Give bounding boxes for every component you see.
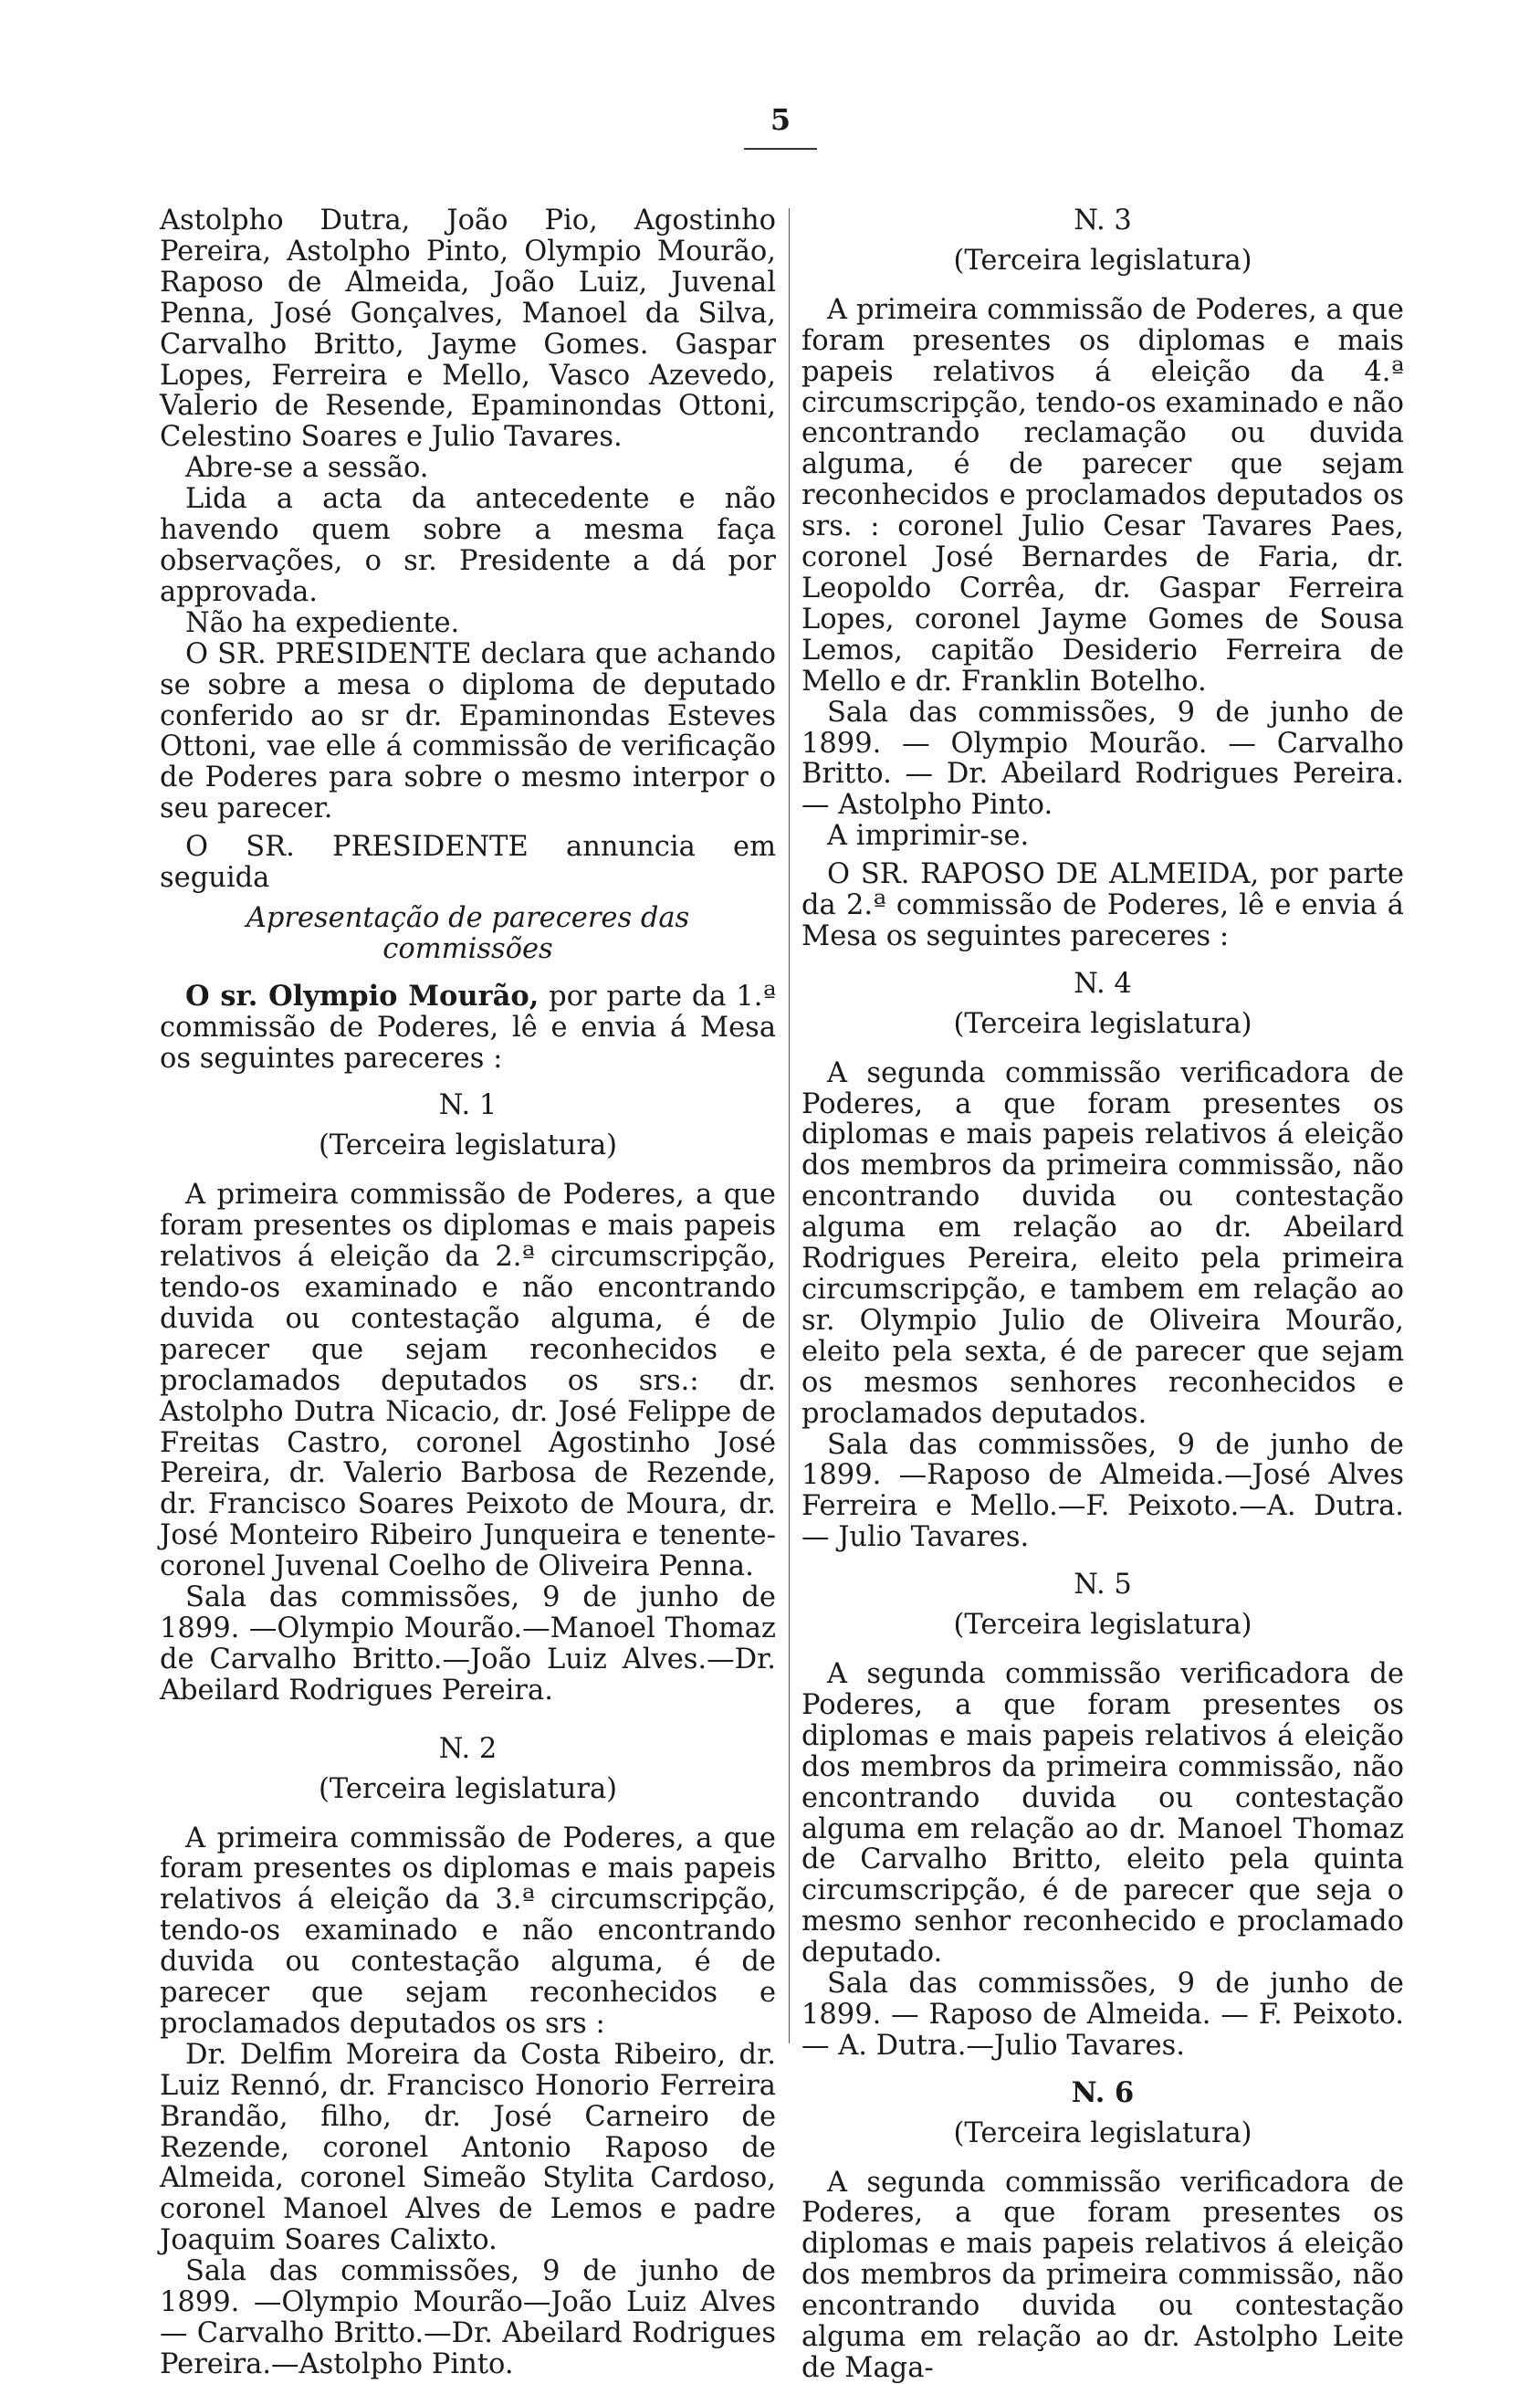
opinion-n5-body: A segunda commissão verificadora de Poderes, a que foram presentes os diplomas e mais papeis relativos á eleição dos membros da primeira commissão, não encontrando duvida ou contestação alguma em relação ao dr. Manoel Thomaz de Carvalho Britto, eleito pela quinta circumscripção, é de parecer que seja o mesmo senhor reconhecido e proclamado deputado.: [801, 1657, 1404, 1969]
opinion-n1-body: A primeira commissão de Poderes, a que foram presentes os diplomas e mais papeis relativos á eleição da 2.ª circumscripção, tendo-os examinado e não encontrando duvida ou contestação alguma, é de parecer que sejam reconhecidos e proclamados deputados os srs.: dr. Astolpho Dutra Nicacio, dr. José Felippe de Freitas Castro, coronel Agostinho José Pereira, dr. Valerio Barbosa de Rezende, dr. Francisco Soares Peixoto de Moura, dr. José Monteiro Ribeiro Junqueira e tenente-coronel Juvenal Coelho de Oliveira Penna.: [160, 1179, 776, 1583]
opinion-n4-signature: Sala das commissões, 9 de junho de 1899. —Raposo de Almeida.—José Alves Ferreira e Mello.—F. Peixoto.—A. Dutra. — Julio Tavares.: [801, 1428, 1404, 1554]
opinion-n2-body: A primeira commissão de Poderes, a que foram presentes os diplomas e mais papeis relativos á eleição da 3.ª circumscripção, tendo-os examinado e não encontrando duvida ou contestação alguma, é de parecer que sejam reconhecidos e proclamados deputados os srs :: [160, 1822, 776, 2040]
opinion-n4-title: N. 4: [1074, 967, 1132, 1000]
speaker-name: O SR. RAPOSO DE ALMEIDA,: [827, 858, 1260, 891]
attendance-paragraph: Astolpho Dutra, João Pio, Agostinho Pereira, Astolpho Pinto, Olympio Mourão, Raposo de Almeida, João Luiz, Juvenal Penna, José Gonçalves, Manoel da Silva, Carvalho Britto, Jayme Gomes. Gaspar Lopes, Ferreira e Mello, Vasco Azevedo, Valerio de Resende, Epaminondas Ottoni, Celestino Soares e Julio Tavares.: [160, 205, 776, 454]
opinion-n3-legislature: (Terceira legislatura): [953, 244, 1252, 277]
speech-text: annuncia em seguida: [160, 831, 777, 895]
opinion-n4-legislature: (Terceira legislatura): [953, 1007, 1252, 1040]
session-opening: Abre-se a sessão.: [185, 452, 429, 485]
header-rule: [744, 148, 817, 150]
raposo-speech: [801, 859, 1404, 952]
minutes-approval: Lida a acta da antecedente e não havendo quem sobre a mesma faça observações, o sr. Presidente a dá por approvada.: [160, 483, 776, 608]
no-business: Não ha expediente.: [185, 606, 460, 639]
opinion-n6-title: N. 6: [1071, 2075, 1135, 2109]
opinion-n3-signature: Sala das commissões, 9 de junho de 1899. — Olympio Mourão. — Carvalho Britto. — Dr. Abeilard Rodrigues Pereira. — Astolpho Pinto.: [801, 696, 1404, 822]
opinion-n5-title: N. 5: [1074, 1569, 1132, 1602]
page-number: 5: [770, 102, 791, 137]
opinion-n3-body: A primeira commissão de Poderes, a que foram presentes os diplomas e mais papeis relativos á eleição da 4.ª circumscripção, tendo-os examinado e não encontrando reclamação ou duvida alguma, é de parecer que sejam reconhecidos e proclamados deputados os srs. : coronel Julio Cesar Tavares Paes, coronel José Bernardes de Faria, dr. Leopoldo Corrêa, dr. Gaspar Ferreira Lopes, coronel Jayme Gomes de Sousa Lemos, capitão Desiderio Ferreira de Mello e dr. Franklin Botelho.: [801, 293, 1404, 698]
speech-text: por parte da 1.ª commissão de Poderes, lê e envia á Mesa os seguintes pareceres :: [160, 980, 776, 1075]
section-title: Apresentação de pareceres das commissões: [246, 901, 690, 965]
opinion-n2-names: Dr. Delfim Moreira da Costa Ribeiro, dr. Luiz Rennó, dr. Francisco Honorio Ferreira Brandão, filho, dr. José Carneiro de Rezende, coronel Antonio Raposo de Almeida, coronel Simeão Stylita Cardoso, coronel Manoel Alves de Lemos e padre Joaquim Soares Calixto.: [160, 2038, 776, 2257]
speech-text: declara que achando se sobre a mesa o diploma de deputado conferido ao sr dr. Epaminondas Esteves Ottoni, vae elle á commissão de verificação de Poderes para sobre o mesmo interpor o seu parecer.: [160, 637, 776, 825]
column-divider: [789, 208, 790, 2043]
opinion-n5-legislature: (Terceira legislatura): [953, 1609, 1252, 1642]
opinion-n4-body: A segunda commissão verificadora de Poderes, a que foram presentes os diplomas e mais papeis relativos á eleição dos membros da primeira commissão, não encontrando duvida ou contestação alguma em relação ao dr. Abeilard Rodrigues Pereira, eleito pela primeira circumscripção, e tambem em relação ao sr. Olympio Julio de Oliveira Mourão, eleito pela sexta, é de parecer que sejam os mesmos senhores reconhecidos e proclamados deputados.: [801, 1056, 1404, 1430]
speaker-name: O SR. PRESIDENTE: [185, 637, 472, 670]
speaker-name: O SR. PRESIDENTE: [185, 831, 529, 864]
speech-text: por parte da 2.ª commissão de Poderes, lê e envia á Mesa os seguintes pareceres :: [801, 858, 1404, 952]
opinion-n1-title: N. 1: [438, 1089, 498, 1122]
president-speech-1: [160, 639, 776, 824]
opinion-n6-legislature: (Terceira legislatura): [953, 2116, 1252, 2149]
right-column: [801, 205, 1404, 2384]
opinion-n5-signature: Sala das commissões, 9 de junho de 1899. — Raposo de Almeida. — F. Peixoto. — A. Dutra.—Julio Tavares.: [801, 1968, 1404, 2062]
mourao-speech: [160, 979, 776, 1075]
opinion-n3-title: N. 3: [1074, 205, 1132, 236]
opinion-n2-signature: Sala das commissões, 9 de junho de 1899. —Olympio Mourão—João Luiz Alves — Carvalho Britto.—Dr. Abeilard Rodrigues Pereira.—Astolpho Pinto.: [160, 2255, 776, 2380]
opinion-n1-legislature: (Terceira legislatura): [318, 1129, 618, 1162]
speaker-name: O sr. Olympio Mourão,: [185, 979, 540, 1013]
president-speech-2: [160, 832, 776, 894]
print-order: A imprimir-se.: [827, 820, 1030, 853]
opinion-n2-title: N. 2: [438, 1732, 498, 1765]
opinion-n2-legislature: (Terceira legislatura): [318, 1772, 618, 1805]
left-column: [160, 205, 776, 2380]
opinion-n6-body: A segunda commissão verificadora de Poderes, a que foram presentes os diplomas e mais papeis relativos á eleição dos membros da primeira commissão, não encontrando duvida ou contestação alguma em relação ao dr. Astolpho Leite de Maga-: [801, 2166, 1404, 2384]
opinion-n1-signature: Sala das commissões, 9 de junho de 1899. —Olympio Mourão.—Manoel Thomaz de Carvalho Britto.—João Luiz Alves.—Dr. Abeilard Rodrigues Pereira.: [160, 1581, 776, 1707]
